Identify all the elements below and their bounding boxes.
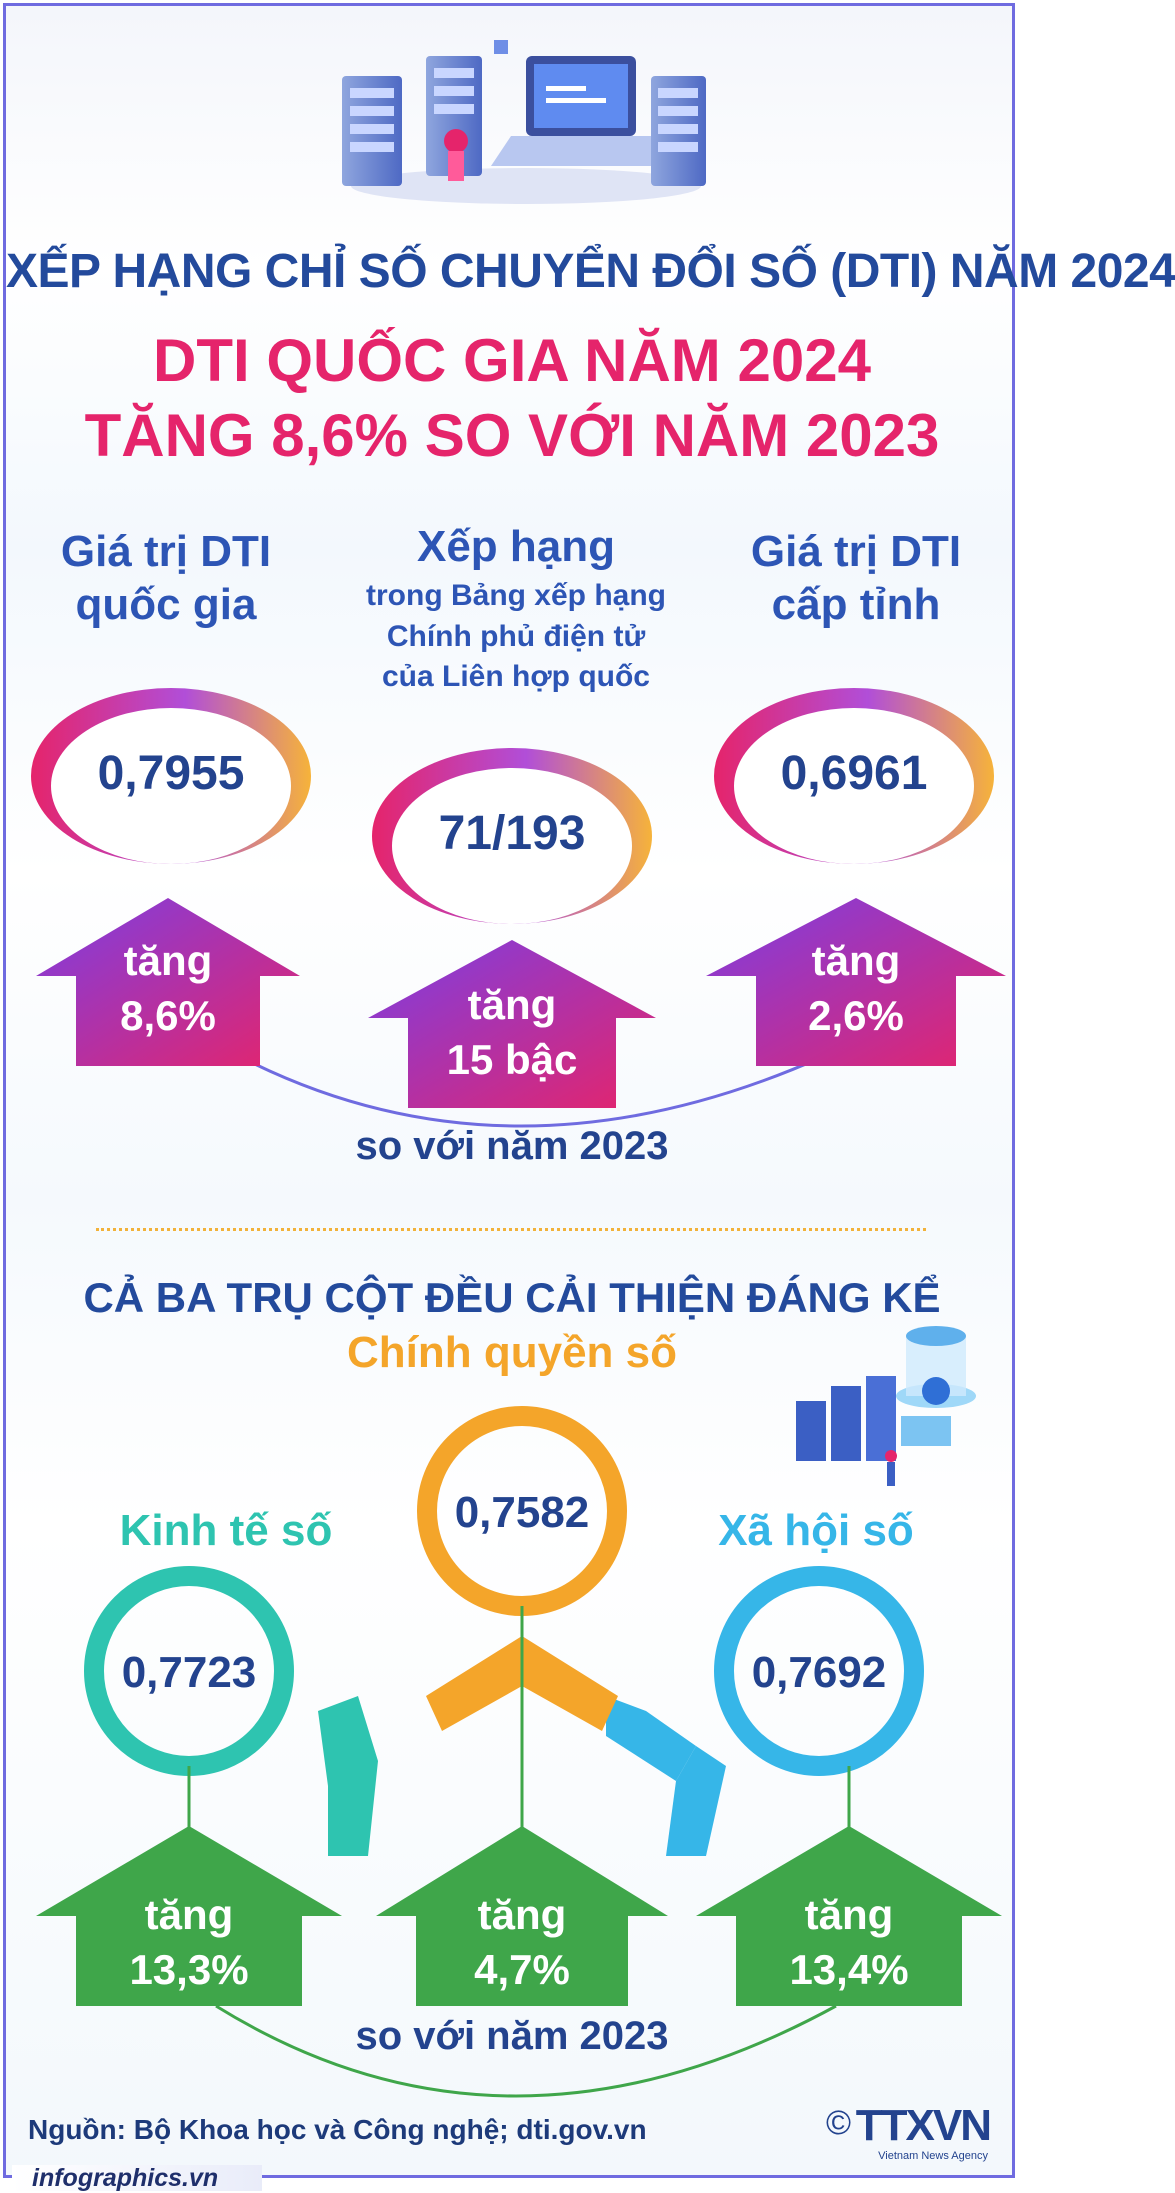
indicator-3-change-line-2: 2,6% <box>808 991 904 1039</box>
pillar-2-value: 0,7582 <box>454 1488 590 1537</box>
indicator-1-change-line-2: 8,6% <box>120 991 216 1039</box>
main-title: XẾP HẠNG CHỈ SỐ CHUYỂN ĐỔI SỐ (DTI) NĂM 2024 <box>6 245 1175 298</box>
indicator-2-sub-3: của Liên hợp quốc <box>381 660 650 693</box>
indicator-2-label <box>346 521 686 574</box>
pillar-2-change-line-1: tăng <box>477 1891 567 1938</box>
pillar-1-change-line-2: 13,3% <box>129 1945 249 1993</box>
section-divider <box>96 1228 926 1231</box>
indicator-2-sub-1: trong Bảng xếp hạng <box>366 579 666 612</box>
indicator-2-change-line-1: tăng <box>467 981 557 1028</box>
indicator-3-label-line-2: cấp tỉnh <box>771 579 941 629</box>
indicator-3-label-line-1: Giá trị DTI <box>750 527 962 576</box>
server-laptop-illustration <box>336 36 716 206</box>
indicator-1-label-line-1: Giá trị DTI <box>60 527 272 576</box>
pillar-2-change-line-2: 4,7% <box>474 1945 570 1993</box>
pillar-1-value: 0,7723 <box>121 1648 257 1697</box>
pillar-1-name: Kinh tế số <box>119 1506 333 1555</box>
pillar-2-name: Chính quyền số <box>347 1328 677 1377</box>
pillar-2-change <box>416 1888 628 1997</box>
indicator-1-label-line-2: quốc gia <box>75 579 257 629</box>
indicator-1-value: 0,7955 <box>97 747 245 800</box>
ttxvn-logo-sub: Vietnam News Agency <box>878 2150 988 2162</box>
connector-1 <box>318 1696 378 1856</box>
indicator-2-value: 71/193 <box>438 807 586 860</box>
indicator-1-label <box>46 526 286 632</box>
indicator-3-change <box>756 934 956 1043</box>
indicator-1-change-line-1: tăng <box>123 937 213 984</box>
indicator-3-label <box>736 526 976 632</box>
indicator-3-value: 0,6961 <box>780 747 928 800</box>
connector-3a <box>606 1696 696 1781</box>
indicator-graphics <box>6 646 1018 1206</box>
headline-line-1: DTI QUỐC GIA NĂM 2024 <box>153 327 871 394</box>
copyright-symbol: © <box>826 2104 852 2142</box>
indicator-2-sub-2: Chính phủ điện tử <box>386 619 646 653</box>
pillar-3-name: Xã hội số <box>718 1506 914 1555</box>
pillar-3-change-line-1: tăng <box>804 1891 894 1938</box>
pillar-3-value: 0,7692 <box>751 1648 887 1697</box>
indicator-3-change-line-1: tăng <box>811 937 901 984</box>
infographic-frame <box>3 3 1175 2192</box>
indicator-2-change-line-2: 15 bậc <box>446 1035 578 1083</box>
headline-line-2: TĂNG 8,6% SO VỚI NĂM 2023 <box>84 402 940 469</box>
indicator-2-change <box>408 978 616 1087</box>
pillar-1-change-line-1: tăng <box>144 1891 234 1938</box>
source-note: Nguồn: Bộ Khoa học và Công nghệ; dti.gov.vn <box>28 2114 647 2145</box>
pillar-1-change <box>76 1888 302 1997</box>
pillar-3-change <box>736 1888 962 1997</box>
indicator-2-label-line-1: Xếp hạng <box>416 522 616 571</box>
ttxvn-logo: TTXVN <box>855 2101 990 2150</box>
compare-label-2: so với năm 2023 <box>355 2014 669 2058</box>
pillar-3-change-line-2: 13,4% <box>789 1945 909 1993</box>
indicator-1-change <box>76 934 260 1043</box>
compare-label-1: so với năm 2023 <box>355 1124 669 1168</box>
pillars-title: CẢ BA TRỤ CỘT ĐỀU CẢI THIỆN ĐÁNG KỂ <box>83 1274 941 1321</box>
footer-site[interactable]: infographics.vn <box>32 2164 219 2192</box>
